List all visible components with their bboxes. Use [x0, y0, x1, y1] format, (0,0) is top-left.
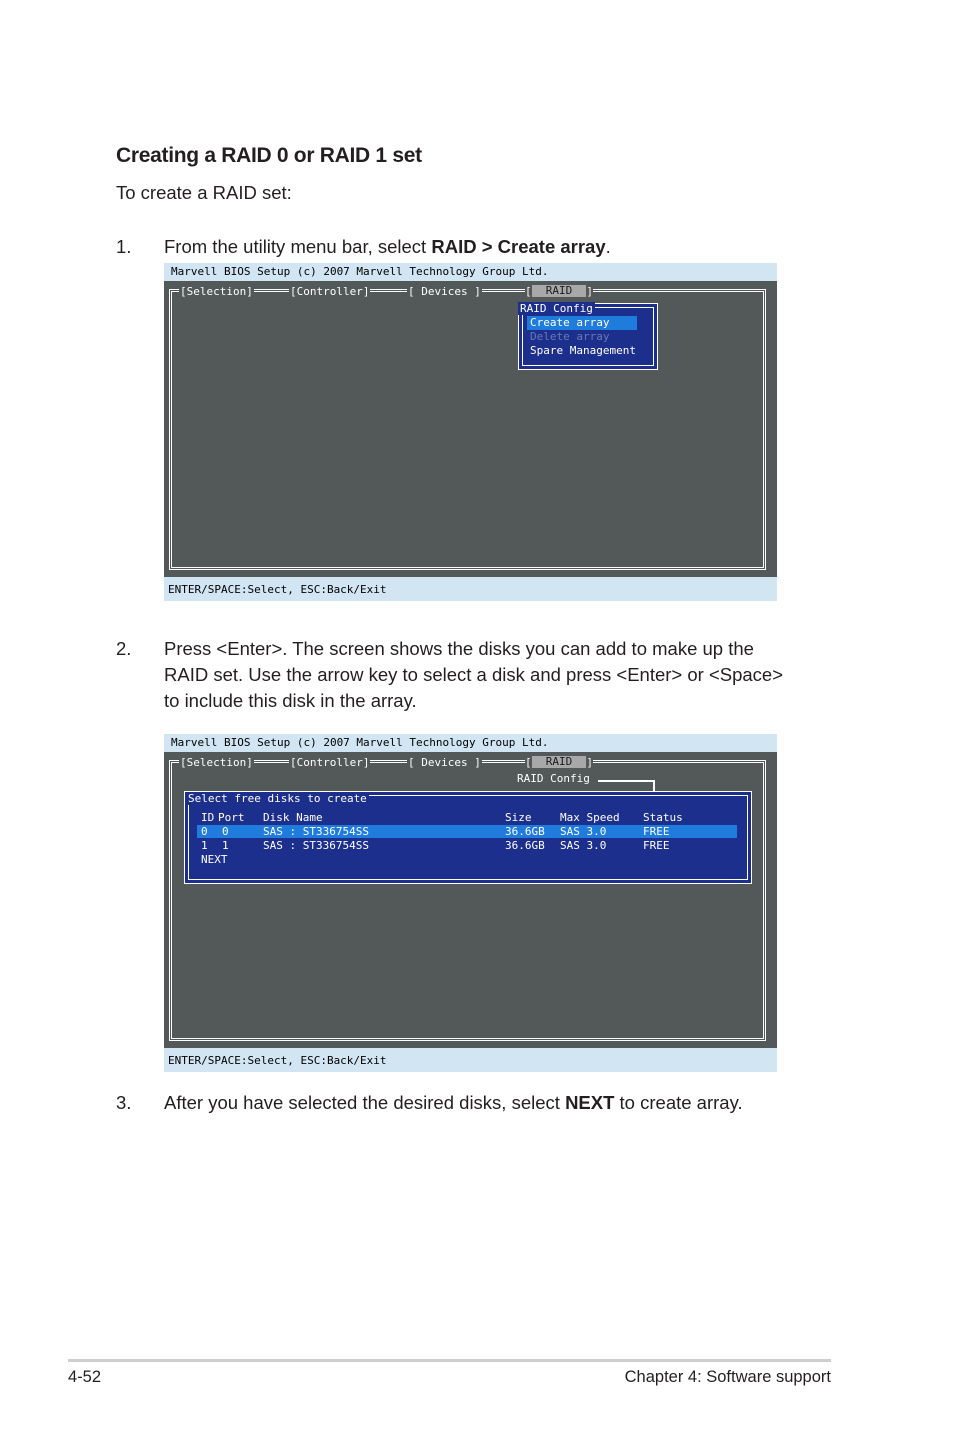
raid-config-popup [518, 303, 658, 370]
col-port: Port [218, 811, 245, 824]
step-3-text-post: to create array. [614, 1092, 743, 1113]
next-label: NEXT [201, 853, 228, 866]
disk-size: 36.6GB [505, 825, 545, 838]
step-2-number: 2. [116, 638, 132, 659]
step-1-number: 1. [116, 236, 132, 257]
chapter-title: Chapter 4: Software support [624, 1368, 831, 1386]
bios-status-bar [164, 1048, 777, 1072]
step-1-text-post: . [605, 236, 611, 257]
step-3-text-bold: NEXT [565, 1092, 615, 1113]
disk-size: 36.6GB [505, 839, 545, 852]
disk-name: SAS : ST336754SS [263, 839, 369, 852]
disk-row[interactable] [197, 825, 737, 838]
menu-raid-label: RAID [532, 285, 586, 297]
menu-item-spare-management[interactable]: Spare Management [530, 344, 636, 357]
select-disks-title: Select free disks to create [188, 792, 367, 805]
step-2-line-3: to include this disk in the array. [164, 690, 417, 711]
disk-table-header [197, 811, 737, 824]
section-heading: Creating a RAID 0 or RAID 1 set [116, 144, 422, 167]
step-2-text [164, 636, 844, 714]
menu-raid-bracket-open: [ [525, 756, 532, 769]
disk-status: FREE [643, 839, 670, 852]
disk-name: SAS : ST336754SS [263, 825, 369, 838]
menu-raid-bracket-close: ] [586, 285, 593, 298]
raid-config-label: RAID Config [517, 772, 590, 785]
step-3-text [164, 1090, 844, 1116]
menu-controller[interactable]: [Controller] [290, 756, 370, 769]
bios-frame [169, 289, 766, 570]
step-2-line-1: Press <Enter>. The screen shows the disks you can add to make up the [164, 638, 754, 659]
disk-row[interactable] [197, 839, 737, 852]
menu-raid-bracket-close: ] [586, 756, 593, 769]
bios-title-bar [164, 734, 777, 752]
bios-title: Marvell BIOS Setup (c) 2007 Marvell Technology Group Ltd. [171, 265, 549, 278]
bios-title-bar [164, 263, 777, 281]
bios-screen-select-disks [164, 734, 777, 1072]
col-status: Status [643, 811, 683, 824]
menu-item-delete-array: Delete array [530, 330, 610, 343]
bios-screen-create-array [164, 263, 777, 601]
menu-raid[interactable] [525, 755, 593, 770]
status-bar-text: ENTER/SPACE:Select, ESC:Back/Exit [168, 1054, 387, 1067]
bios-status-bar [164, 577, 777, 601]
status-bar-text: ENTER/SPACE:Select, ESC:Back/Exit [168, 583, 387, 596]
intro-text: To create a RAID set: [116, 182, 292, 203]
disk-status: FREE [643, 825, 670, 838]
disk-port: 0 [222, 825, 229, 838]
step-1-text [164, 234, 844, 260]
menu-selection[interactable]: [Selection] [180, 756, 253, 769]
next-option[interactable] [197, 853, 737, 866]
page-number: 4-52 [68, 1368, 102, 1386]
bios-title: Marvell BIOS Setup (c) 2007 Marvell Technology Group Ltd. [171, 736, 549, 749]
select-disks-panel [184, 791, 752, 884]
step-1-text-bold: RAID > Create array [431, 236, 606, 257]
menu-selection[interactable]: [Selection] [180, 285, 253, 298]
step-1-text-pre: From the utility menu bar, select [164, 236, 432, 257]
step-3-text-pre: After you have selected the desired disks, select [164, 1092, 566, 1113]
step-3-number: 3. [116, 1092, 132, 1113]
step-2-line-2: RAID set. Use the arrow key to select a disk and press <Enter> or <Space> [164, 664, 784, 685]
menu-raid[interactable] [525, 284, 593, 299]
col-max-speed: Max Speed [560, 811, 620, 824]
menu-controller[interactable]: [Controller] [290, 285, 370, 298]
create-array-label: Create array [530, 316, 610, 329]
col-disk-name: Disk Name [263, 811, 323, 824]
disk-speed: SAS 3.0 [560, 825, 607, 838]
disk-id: 0 [201, 825, 208, 838]
menu-raid-label: RAID [532, 756, 586, 768]
menu-devices[interactable]: [ Devices ] [408, 285, 481, 298]
menu-devices[interactable]: [ Devices ] [408, 756, 481, 769]
col-size: Size [505, 811, 532, 824]
menu-raid-bracket-open: [ [525, 285, 532, 298]
disk-port: 1 [222, 839, 229, 852]
menu-item-create-array[interactable] [527, 316, 637, 330]
raid-config-title: RAID Config [520, 302, 593, 315]
col-id: ID [201, 811, 215, 824]
footer-rule [68, 1359, 831, 1362]
disk-id: 1 [201, 839, 208, 852]
disk-speed: SAS 3.0 [560, 839, 607, 852]
